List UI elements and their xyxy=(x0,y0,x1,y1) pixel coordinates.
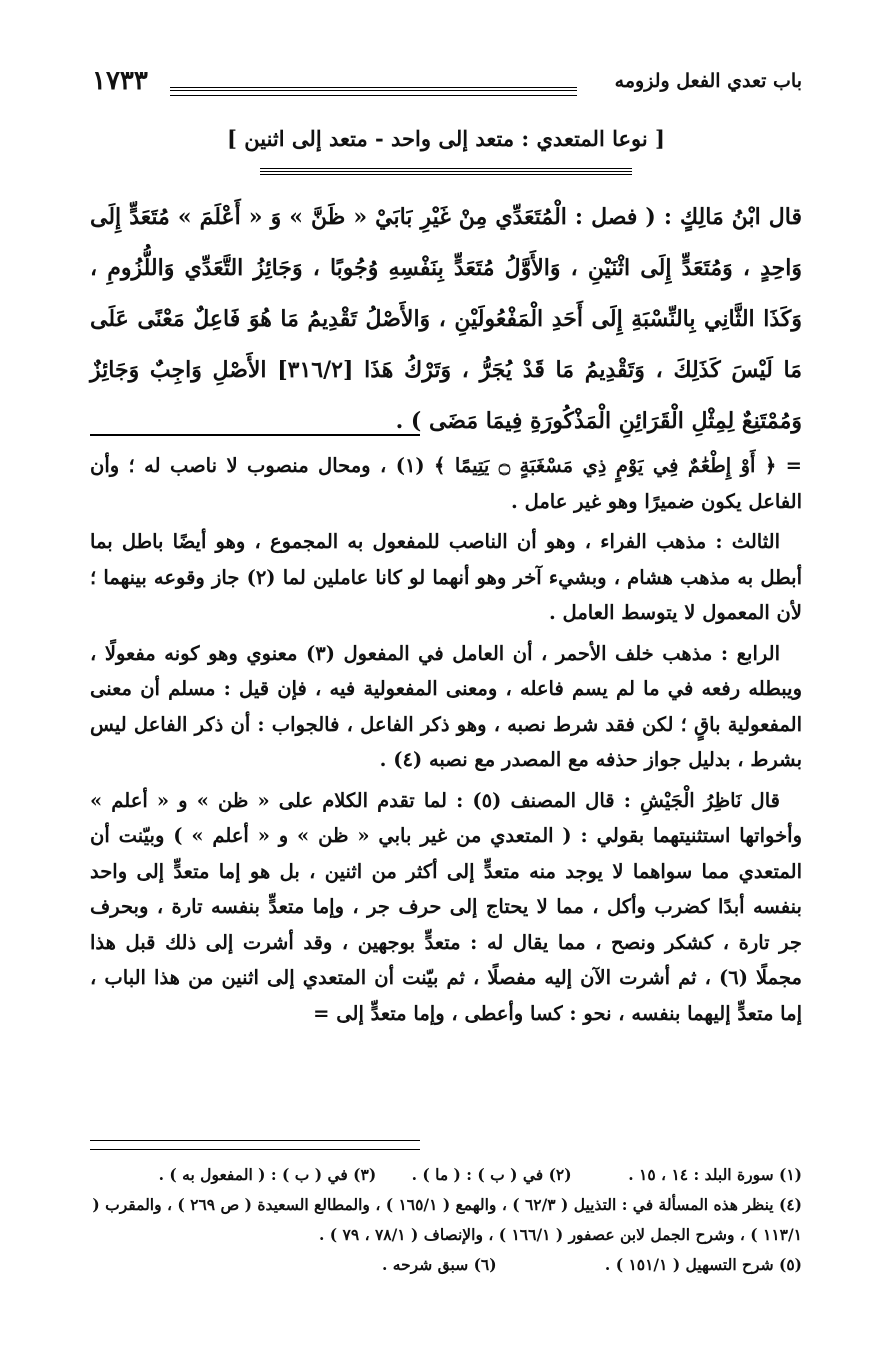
commentary-body xyxy=(90,448,802,1036)
footnote: (٥) شرح التسهيل ( ١٥١/١ ) . xyxy=(604,1255,802,1274)
running-title: باب تعدي الفعل ولزومه xyxy=(614,70,802,92)
commentary-paragraph: = ﴿ أَوْ إِطْعَٰمٌ فِي يَوْمٍ ذِي مَسْغَبَةٍ ۝ يَتِيمًا ﴾ (١) ، ومحال منصوب لا ناصب له ؛ وأن الفاعل يكون ضميرًا وهو غير عامل . xyxy=(90,454,802,513)
matn-separator-rule xyxy=(90,434,420,436)
header-rule xyxy=(170,87,577,96)
footnote-row xyxy=(90,1250,802,1280)
footnote-row xyxy=(90,1160,802,1190)
commentary-paragraph: الرابع : مذهب خلف الأحمر ، أن العامل في المفعول (٣) معنوي وهو كونه مفعولًا ، ويبطله رفعه في ما لم يسم فاعله ، ومعنى المفعولية فيه ، فإن قيل : مسلم أن معنى المفعولية باقٍ ؛ لكن فقد شرط نصبه ، وهو ذكر الفاعل ، فالجواب : أن ذكر الفاعل ليس بشرط ، بدليل جواز حذفه مع المصدر مع نصبه (٤) . xyxy=(90,641,802,771)
footnote: (٤) ينظر هذه المسألة في : التذييل ( ٦٢/٣ ) ، والهمع ( ١٦٥/١ ) ، والمطالع السعيدة ( ص ٢٦٩ ) ، والمقرب ( ١١٣/١ ) ، وشرح الجمل لابن عصفور ( ١٦٦/١ ) ، والإنصاف ( ٧٨/١ ، ٧٩ ) . xyxy=(92,1195,802,1244)
commentary-paragraph: قال نَاظِرُ الْجَيْشِ : قال المصنف (٥) : لما تقدم الكلام على « ظن » و « أعلم » وأخواتها استثنيتهما بقولي : ( المتعدي من غير بابي « ظن » و « أعلم » ) وبيّنت أن المتعدي مما سواهما لا يوجد منه متعدٍّ إلى أكثر من اثنين ، بل هو إما متعدٍّ إلى واحد بنفسه أبدًا كضرب وأكل ، مما لا يحتاج إلى حرف جر ، وإما متعدٍّ بنفسه تارة ، وبحرف جر تارة ، كشكر ونصح ، مما يقال له : متعدٍّ بوجهين ، وقد أشرت إلى ذلك قبل هذا مجملًا (٦) ، ثم أشرت الآن إليه مفصلًا ، ثم بيّنت أن المتعدي إلى اثنين من هذا الباب ، إما متعدٍّ إليهما بنفسه ، نحو : كسا وأعطى ، وإما متعدٍّ إلى = xyxy=(90,788,802,1025)
commentary-paragraph: الثالث : مذهب الفراء ، وهو أن الناصب للمفعول به المجموع ، وهو أيضًا باطل بما أبطل به مذهب هشام ، وبشيء آخر وهو أنهما لو كانا عاملين لما (٢) جاز وقوعه بينهما ؛ لأن المعمول لا يتوسط العامل . xyxy=(90,530,802,624)
page-number: ١٧٣٣ xyxy=(92,66,148,96)
title-rule xyxy=(260,168,632,181)
main-text-ibn-malik: قال ابْنُ مَالِكٍ : ( فصل : الْمُتَعَدِّي مِنْ غَيْرِ بَابَيْ « ظَنَّ » وَ « أَعْلَمَ » مُتَعَدٍّ إِلَى وَاحِدٍ ، وَمُتَعَدٍّ إِلَى اثْنَيْنِ ، وَالأَوَّلُ مُتَعَدٍّ بِنَفْسِهِ وُجُوبًا ، وَجَائِزُ التَّعَدِّي وَاللُّزُومِ ، وَكَذَا الثَّانِي بِالنِّسْبَةِ إِلَى أَحَدِ الْمَفْعُولَيْنِ ، وَالأَصْلُ تَقْدِيمُ مَا هُوَ فَاعِلٌ مَعْنًى عَلَى مَا لَيْسَ كَذَلِكَ ، وَتَقْدِيمُ مَا قَدْ يُجَرُّ ، وَتَرْكُ هَذَا [٣١٦/٢] الأَصْلِ وَاجِبٌ وَجَائِزٌ وَمُمْتَنِعٌ لِمِثْلِ الْقَرَائِنِ الْمَذْكُورَةِ فِيمَا مَضَى ) . xyxy=(90,204,802,434)
section-title: [ نوعا المتعدي : متعد إلى واحد - متعد إلى اثنين ] xyxy=(227,126,665,151)
footnote: (٣) في ( ب ) : ( المفعول به ) . xyxy=(158,1165,377,1184)
footnote: (٢) في ( ب ) : ( ما ) . xyxy=(411,1165,572,1184)
footnote: (١) سورة البلد : ١٤ ، ١٥ . xyxy=(628,1165,802,1184)
footnote: (٦) سبق شرحه . xyxy=(381,1255,497,1274)
page-header xyxy=(90,68,802,108)
footnotes xyxy=(90,1160,802,1280)
footnote-separator-rule xyxy=(90,1140,420,1150)
